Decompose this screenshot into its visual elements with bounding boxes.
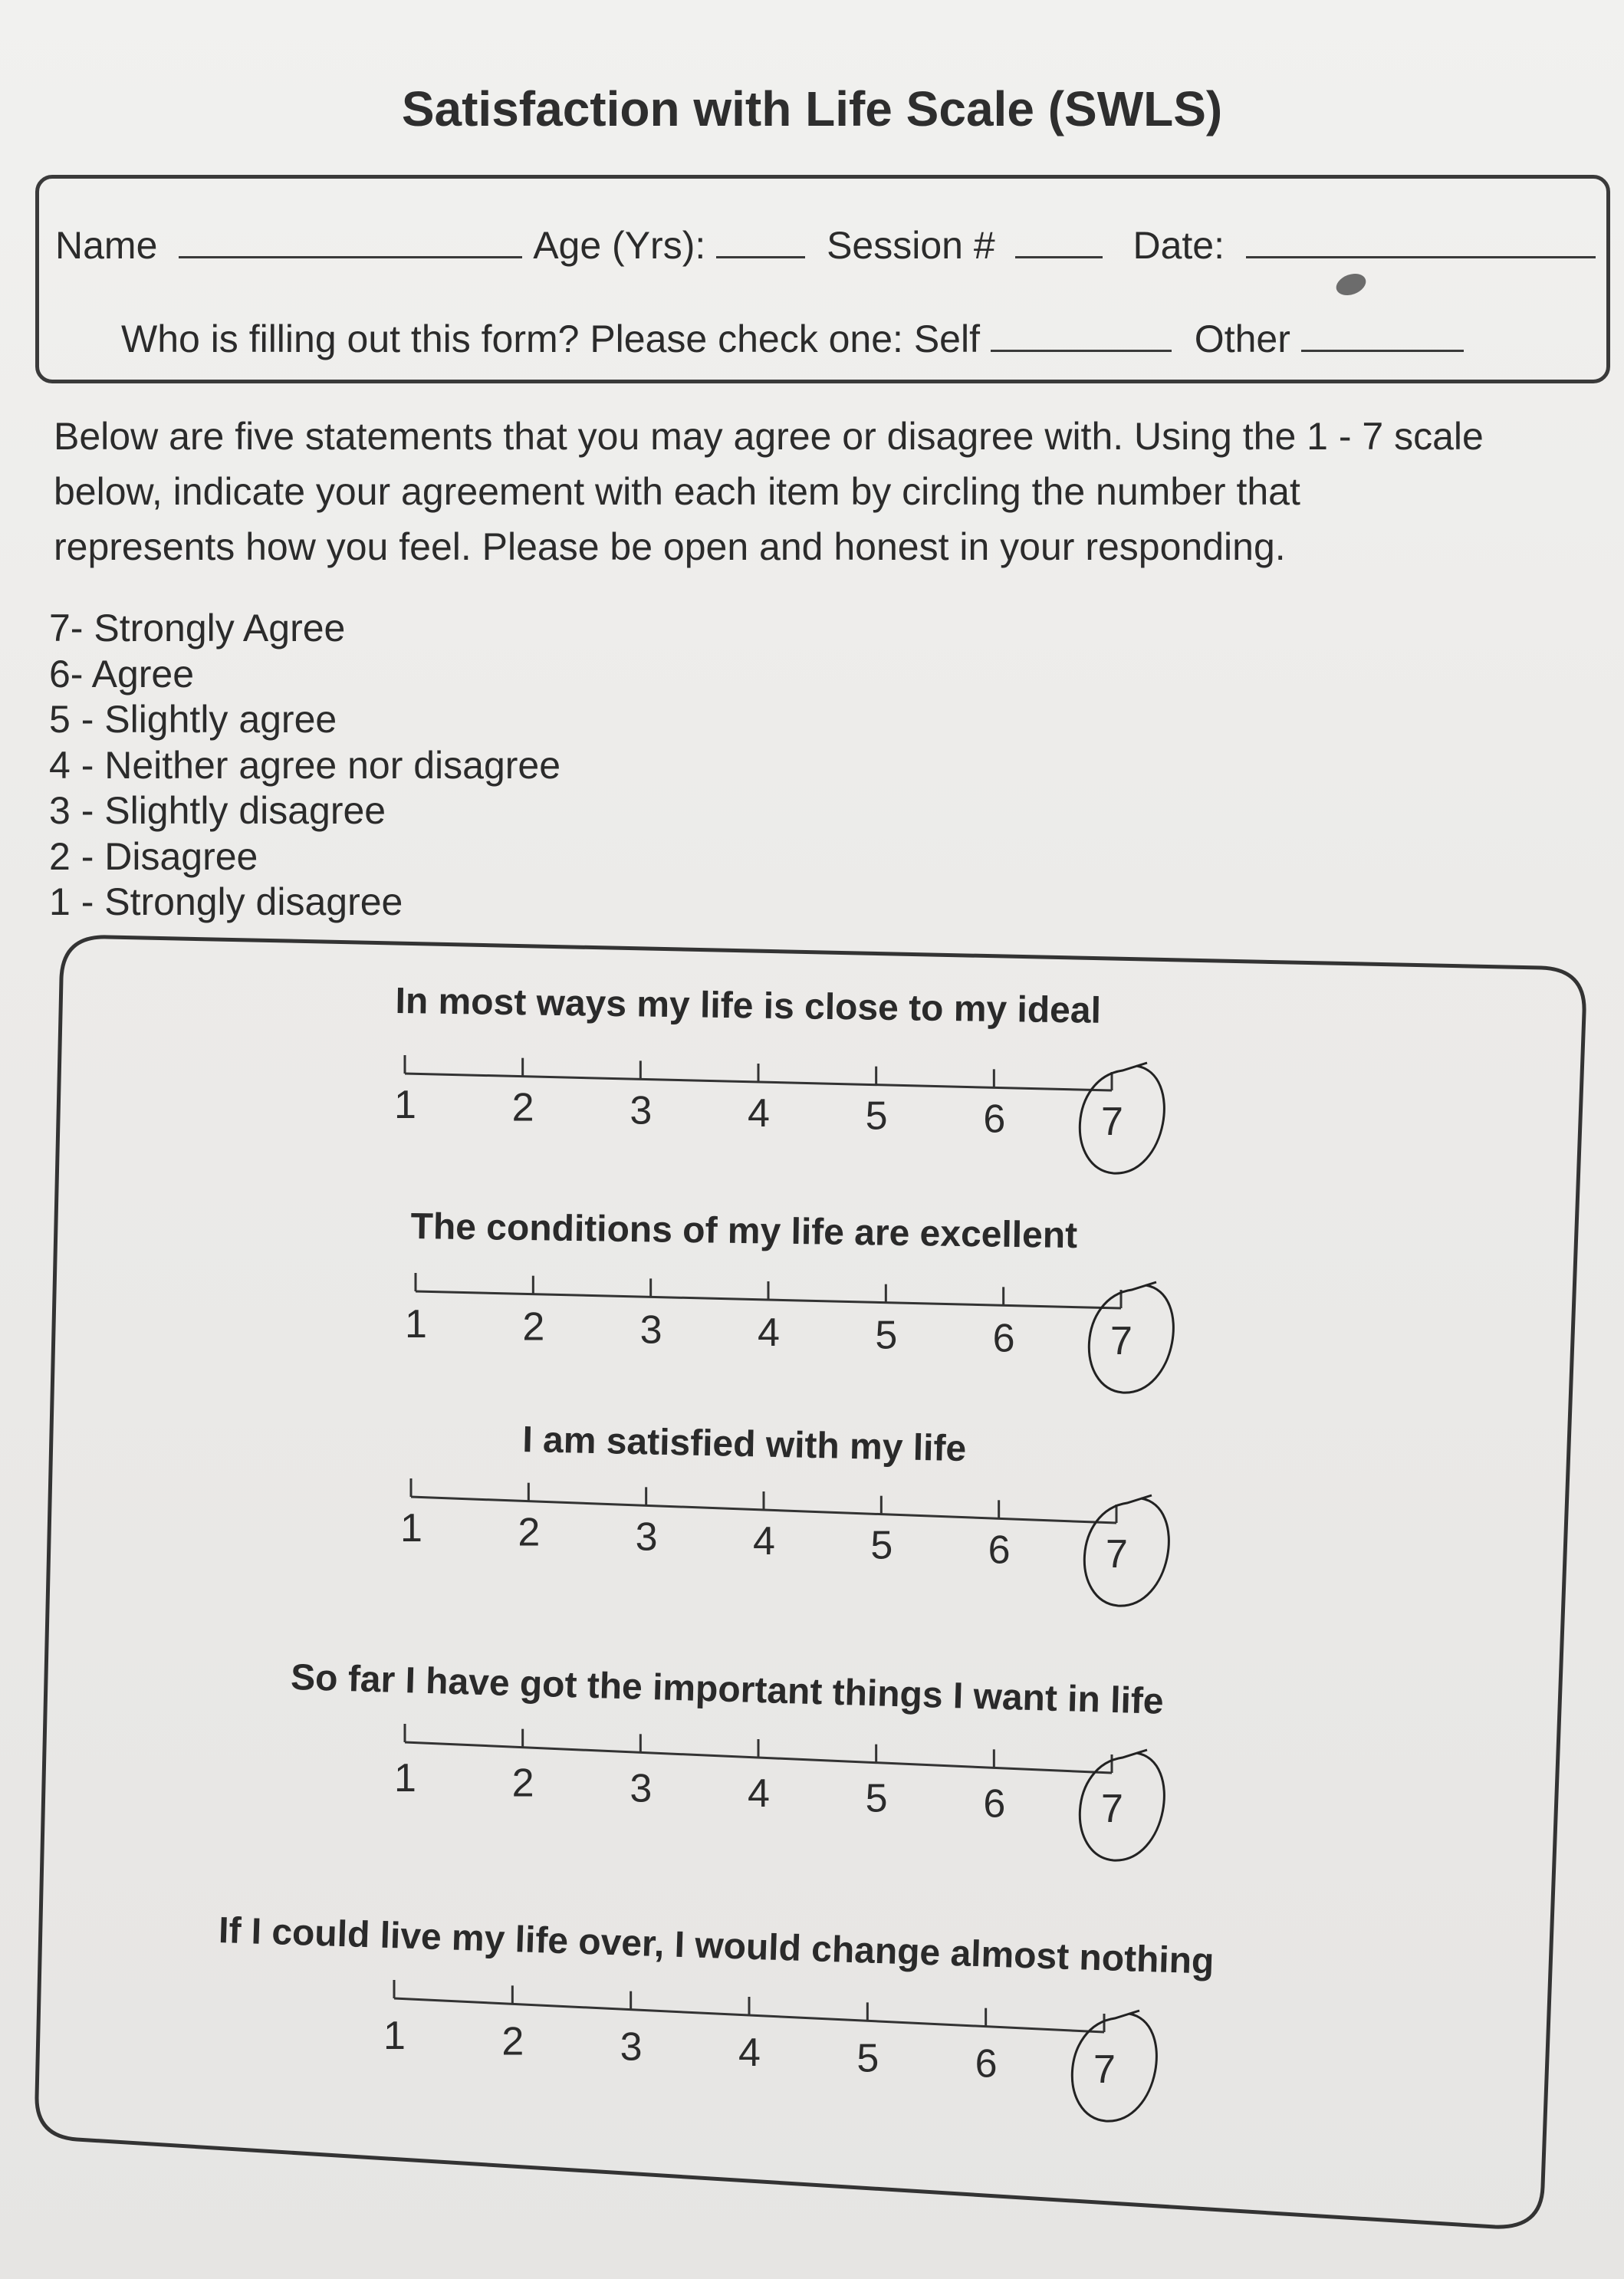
scale-number-1[interactable]: 1 xyxy=(405,1302,427,1347)
scale-number-3[interactable]: 3 xyxy=(630,1766,653,1811)
scale-number-5[interactable]: 5 xyxy=(856,2036,879,2081)
scale-number-1[interactable]: 1 xyxy=(394,1756,416,1801)
scale-number-7[interactable]: 7 xyxy=(1101,1787,1123,1831)
session-label: Session # xyxy=(827,224,995,267)
instruction-line: Below are five statements that you may agree or disagree with. Using the 1 - 7 scale xyxy=(54,415,1484,458)
legend-item: 7- Strongly Agree xyxy=(49,607,346,649)
item-statement: So far I have got the important things I want in life xyxy=(290,1656,1165,1722)
scale-number-6[interactable]: 6 xyxy=(988,1528,1011,1573)
scale-number-5[interactable]: 5 xyxy=(865,1776,888,1821)
legend-item: 1 - Strongly disagree xyxy=(49,880,403,923)
scale-number-2[interactable]: 2 xyxy=(518,1510,541,1555)
scale-number-4[interactable]: 4 xyxy=(748,1091,770,1136)
instruction-line: below, indicate your agreement with each item by circling the number that xyxy=(54,470,1300,513)
scale-number-4[interactable]: 4 xyxy=(758,1311,780,1355)
legend-item: 5 - Slightly agree xyxy=(49,698,337,741)
scale-number-6[interactable]: 6 xyxy=(975,2041,998,2087)
scale-number-7[interactable]: 7 xyxy=(1093,2047,1116,2092)
item-statement: If I could live my life over, I would change almost nothing xyxy=(218,1909,1215,1982)
scale-number-6[interactable]: 6 xyxy=(983,1781,1006,1827)
scale-number-4[interactable]: 4 xyxy=(753,1519,775,1564)
item-statement: The conditions of my life are excellent xyxy=(410,1205,1078,1257)
scale-number-5[interactable]: 5 xyxy=(875,1313,898,1358)
scale-number-1[interactable]: 1 xyxy=(394,1083,416,1127)
scale-number-7[interactable]: 7 xyxy=(1101,1100,1123,1144)
filler-question: Who is filling out this form? Please check one: Self xyxy=(121,317,980,360)
scale-number-5[interactable]: 5 xyxy=(870,1523,893,1568)
scale-number-6[interactable]: 6 xyxy=(983,1097,1006,1142)
scale-number-6[interactable]: 6 xyxy=(992,1316,1015,1361)
scale-number-3[interactable]: 3 xyxy=(639,1307,662,1353)
scale-number-4[interactable]: 4 xyxy=(738,2031,761,2075)
scale-number-3[interactable]: 3 xyxy=(620,2024,643,2070)
item-statement: In most ways my life is close to my ideal xyxy=(395,980,1102,1031)
scale-number-2[interactable]: 2 xyxy=(511,1761,534,1806)
date-label: Date: xyxy=(1133,224,1225,267)
legend-item: 6- Agree xyxy=(49,652,195,696)
scale-number-5[interactable]: 5 xyxy=(865,1093,888,1139)
scale-number-1[interactable]: 1 xyxy=(383,2014,406,2058)
scale-number-7[interactable]: 7 xyxy=(1110,1319,1133,1363)
instruction-line: represents how you feel. Please be open and honest in your responding. xyxy=(54,525,1286,568)
scale-number-3[interactable]: 3 xyxy=(630,1088,653,1133)
scale-number-2[interactable]: 2 xyxy=(501,2019,524,2064)
other-label: Other xyxy=(1194,317,1290,360)
legend-item: 4 - Neither agree nor disagree xyxy=(49,743,561,787)
age-label: Age (Yrs): xyxy=(533,224,706,267)
scale-number-2[interactable]: 2 xyxy=(522,1304,545,1350)
legend-item: 3 - Slightly disagree xyxy=(49,789,386,832)
scale-number-4[interactable]: 4 xyxy=(748,1771,770,1816)
legend-item: 2 - Disagree xyxy=(49,834,258,878)
form-title: Satisfaction with Life Scale (SWLS) xyxy=(401,81,1223,136)
item-statement: I am satisfied with my life xyxy=(521,1419,967,1470)
scale-number-3[interactable]: 3 xyxy=(635,1514,658,1560)
scale-number-7[interactable]: 7 xyxy=(1106,1532,1128,1577)
scale-number-2[interactable]: 2 xyxy=(511,1085,534,1130)
name-label: Name xyxy=(55,224,158,267)
scale-number-1[interactable]: 1 xyxy=(400,1506,422,1551)
